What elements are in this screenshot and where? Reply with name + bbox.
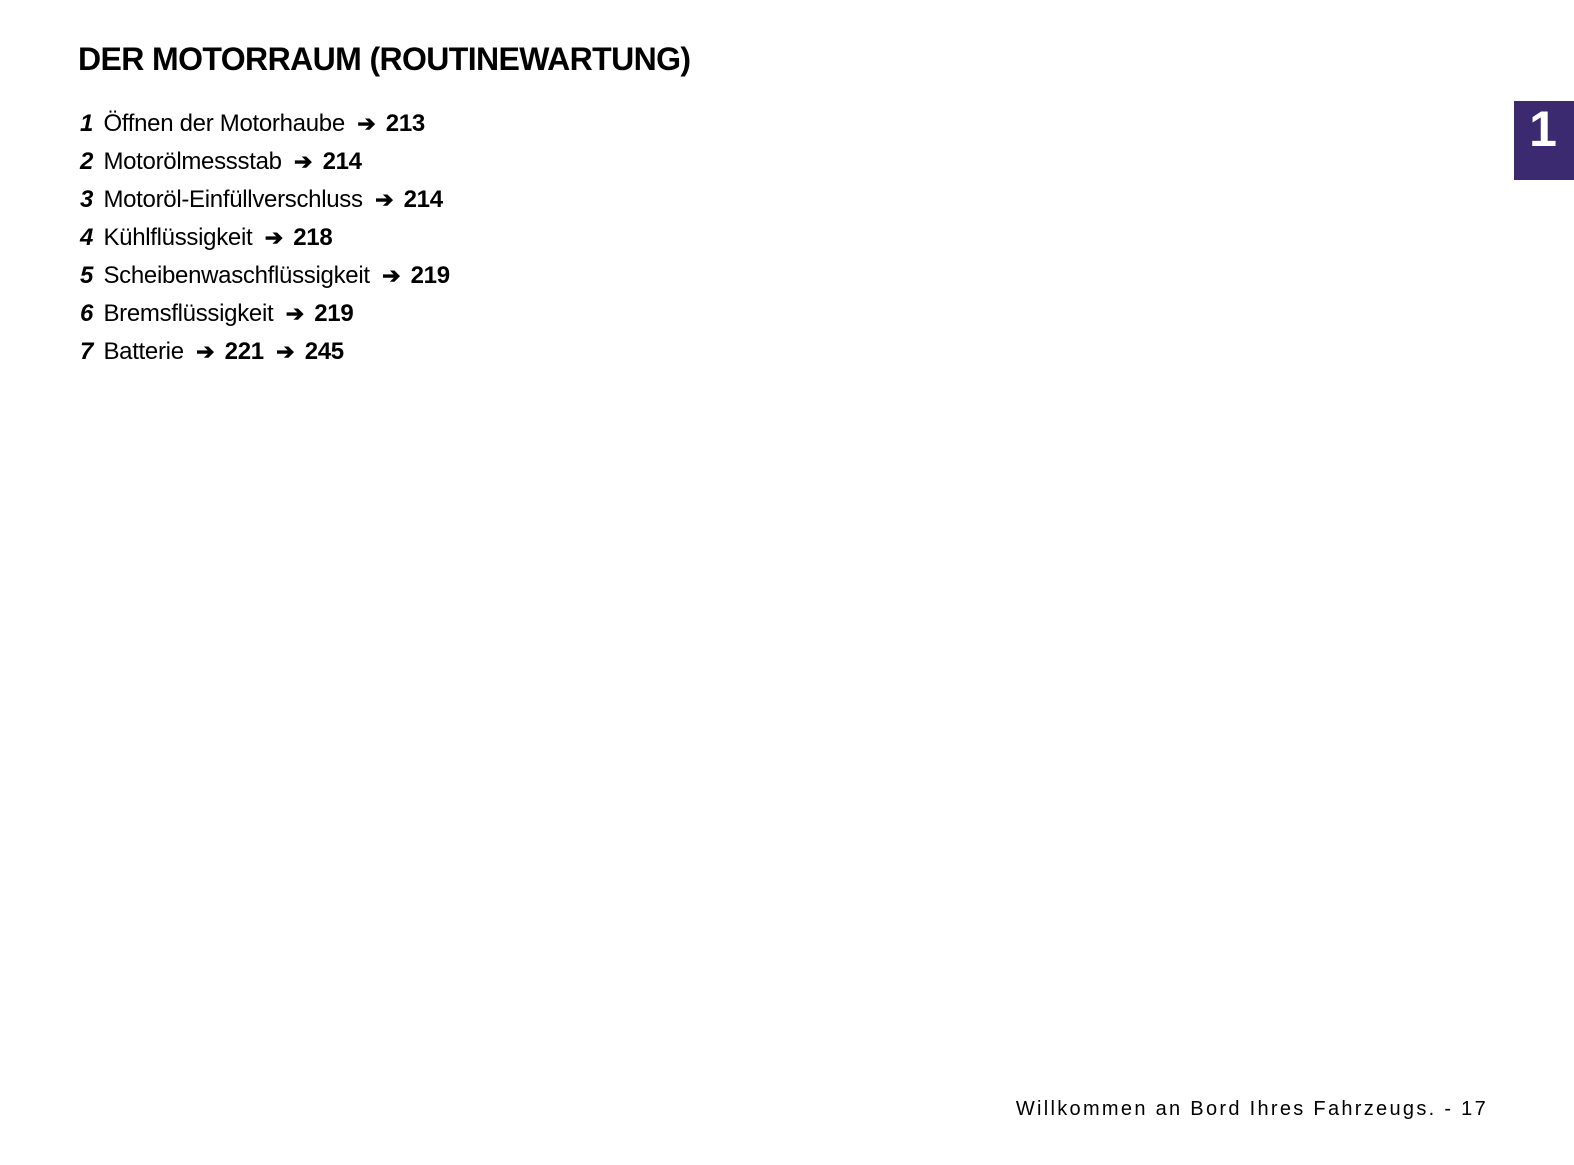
page-reference-link[interactable]: 219 xyxy=(410,262,450,289)
arrow-right-icon: ➔ xyxy=(196,339,215,364)
item-number: 1 xyxy=(80,110,94,137)
page-reference-link[interactable]: 218 xyxy=(293,224,333,251)
item-number: 4 xyxy=(80,224,94,251)
item-label: Bremsflüssigkeit xyxy=(103,300,274,327)
page-footer: Willkommen an Bord Ihres Fahrzeugs. - 17 xyxy=(1015,1098,1488,1120)
item-label: Öffnen der Motorhaube xyxy=(103,110,345,137)
arrow-right-icon: ➔ xyxy=(375,187,394,212)
arrow-right-icon: ➔ xyxy=(357,111,376,136)
item-number: 3 xyxy=(80,186,94,213)
item-number: 7 xyxy=(80,338,94,365)
item-label: Motorölmessstab xyxy=(103,148,282,175)
page-title: DER MOTORRAUM (ROUTINEWARTUNG) xyxy=(78,41,691,77)
item-number: 6 xyxy=(80,300,94,327)
page-reference-link[interactable]: 245 xyxy=(304,338,344,365)
arrow-right-icon: ➔ xyxy=(382,263,401,288)
item-label: Kühlflüssigkeit xyxy=(103,224,253,251)
page-reference-link[interactable]: 219 xyxy=(314,300,354,327)
item-number: 2 xyxy=(80,148,94,175)
list-item xyxy=(80,297,450,335)
list-item xyxy=(80,259,450,297)
item-number: 5 xyxy=(80,262,94,289)
item-label: Batterie xyxy=(103,338,184,365)
maintenance-item-list xyxy=(80,107,450,373)
item-label: Motoröl-Einfüllverschluss xyxy=(103,186,363,213)
page-reference-link[interactable]: 214 xyxy=(403,186,443,213)
list-item xyxy=(80,183,450,221)
list-item xyxy=(80,335,450,373)
arrow-right-icon: ➔ xyxy=(264,225,283,250)
arrow-right-icon: ➔ xyxy=(285,301,304,326)
list-item xyxy=(80,221,450,259)
chapter-tab[interactable]: 1 xyxy=(1514,101,1574,180)
page-reference-link[interactable]: 213 xyxy=(385,110,425,137)
page-reference-link[interactable]: 214 xyxy=(322,148,362,175)
list-item xyxy=(80,145,450,183)
page-reference-link[interactable]: 221 xyxy=(224,338,264,365)
item-label: Scheibenwaschflüssigkeit xyxy=(103,262,370,289)
list-item xyxy=(80,107,450,145)
arrow-right-icon: ➔ xyxy=(294,149,313,174)
arrow-right-icon: ➔ xyxy=(276,339,295,364)
